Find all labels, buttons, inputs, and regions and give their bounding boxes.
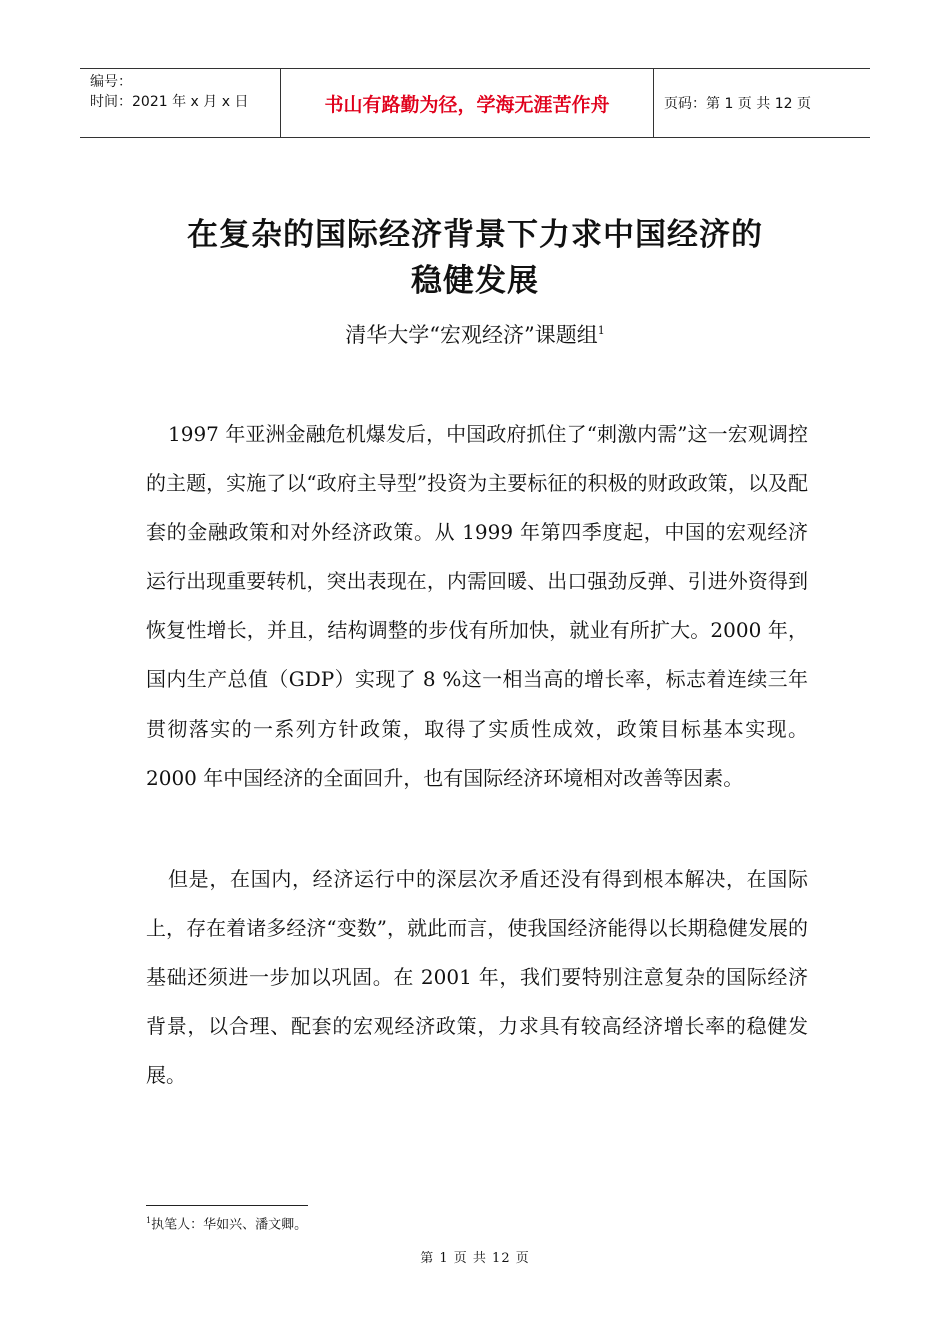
page-footer: 第 1 页 共 12 页 — [420, 1251, 530, 1266]
paragraph-2 — [146, 855, 808, 1100]
footnote — [146, 1212, 307, 1234]
footnote-mark: 1 — [146, 1216, 152, 1225]
footnote-divider — [146, 1205, 308, 1206]
author-footnote-mark: 1 — [597, 324, 605, 337]
header-number-label: 编号： — [90, 74, 132, 90]
header-motto: 书山有路勤为径，学海无涯苦作舟 — [281, 69, 654, 137]
author-name: 清华大学“宏观经济”课题组 — [345, 323, 598, 347]
document-header — [80, 68, 870, 138]
paragraph-text: 1997 年亚洲金融危机爆发后，中国政府抓住了“刺激内需”这一宏观调控的主题，实施了以“政府主导型”投资为主要标征的积极的财政政策，以及配套的金融政策和对外经济政策。从 1999 年第四季度起，中国的宏观经济运行出现重要转机，突出表现在，内需回暖、出口强劲反弹、引进外资得到恢复性增长，并且，结构调整的步伐有所加快，就业有所扩大。2000 年，国内生产总值（GDP）实现了 8 %这一相当高的增长率，标志着连续三年贯彻落实的一系列方针政策，取得了实质性成效，政策目标基本实现。2000 年中国经济的全面回升，也有国际经济环境相对改善等因素。 — [146, 422, 808, 790]
header-meta-cell — [80, 69, 281, 137]
paragraph-text: 但是，在国内，经济运行中的深层次矛盾还没有得到根本解决，在国际上，存在着诸多经济“变数”，就此而言，使我国经济能得以长期稳健发展的基础还须进一步加以巩固。在 2001 年，我们要特别注意复杂的国际经济背景，以合理、配套的宏观经济政策，力求具有较高经济增长率的稳健发展。 — [146, 867, 808, 1088]
header-page-info: 页码：第 1 页 共 12 页 — [664, 96, 811, 112]
title-line-2: 稳健发展 — [411, 263, 539, 299]
footnote-text: 执笔人：华如兴、潘文卿。 — [151, 1217, 308, 1233]
author-line — [100, 316, 850, 350]
paragraph-1 — [146, 410, 808, 803]
title-line-1: 在复杂的国际经济背景下力求中国经济的 — [187, 217, 763, 253]
document-title — [100, 212, 850, 304]
header-time: 时间：2021 年 x 月 x 日 — [90, 94, 249, 110]
